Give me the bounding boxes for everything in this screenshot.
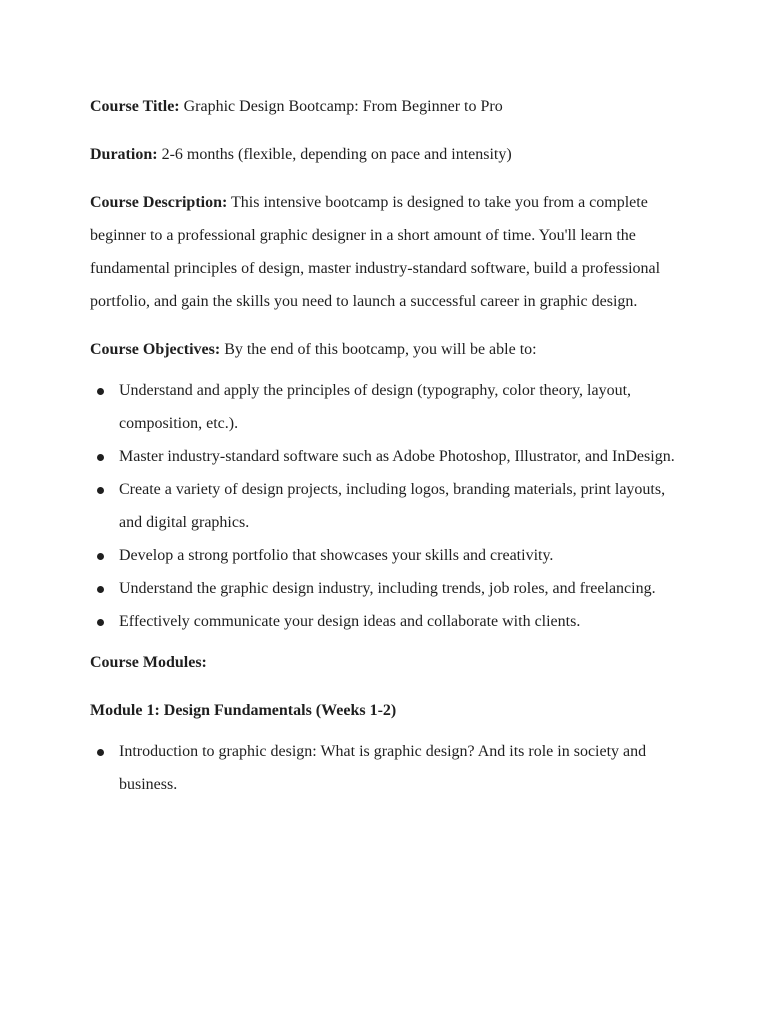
list-item-text: Introduction to graphic design: What is graphic design? And its role in society and business.	[119, 743, 647, 793]
course-title-value: Graphic Design Bootcamp: From Beginner to Pro	[183, 98, 503, 115]
list-item-text: Understand and apply the principles of design (typography, color theory, layout, composition, etc.).	[119, 382, 632, 432]
bullet-icon	[97, 454, 104, 461]
modules-heading: Course Modules:	[90, 654, 207, 671]
list-item	[90, 572, 680, 605]
description-text: This intensive bootcamp is designed to take you from a complete beginner to a professional graphic designer in a short amount of time. You'll learn the fundamental principles of design, master industry-standard software, build a professional portfolio, and gain the skills you need to launch a successful career in graphic design.	[90, 194, 661, 310]
module-1-heading: Module 1: Design Fundamentals (Weeks 1-2)	[90, 702, 397, 719]
module-1-list	[90, 735, 680, 801]
document-page	[90, 90, 680, 809]
objectives-list	[90, 374, 680, 638]
duration-line	[90, 138, 680, 171]
list-item-text: Create a variety of design projects, including logos, branding materials, print layouts, and digital graphics.	[119, 481, 666, 531]
bullet-icon	[97, 553, 104, 560]
list-item	[90, 374, 680, 440]
objectives-line	[90, 333, 680, 366]
description-label: Course Description:	[90, 194, 228, 211]
duration-value: 2-6 months (flexible, depending on pace and intensity)	[161, 146, 512, 163]
bullet-icon	[97, 388, 104, 395]
bullet-icon	[97, 619, 104, 626]
list-item	[90, 473, 680, 539]
objectives-label: Course Objectives:	[90, 341, 221, 358]
list-item-text: Master industry-standard software such as Adobe Photoshop, Illustrator, and InDesign.	[119, 448, 675, 465]
bullet-icon	[97, 749, 104, 756]
list-item-text: Develop a strong portfolio that showcases your skills and creativity.	[119, 547, 554, 564]
list-item	[90, 605, 680, 638]
list-item-text: Understand the graphic design industry, including trends, job roles, and freelancing.	[119, 580, 656, 597]
list-item	[90, 440, 680, 473]
description-paragraph	[90, 186, 680, 318]
bullet-icon	[97, 487, 104, 494]
list-item	[90, 539, 680, 572]
course-title-label: Course Title:	[90, 98, 180, 115]
course-title-line	[90, 90, 680, 123]
duration-label: Duration:	[90, 146, 158, 163]
bullet-icon	[97, 586, 104, 593]
objectives-intro: By the end of this bootcamp, you will be able to:	[224, 341, 537, 358]
list-item-text: Effectively communicate your design ideas and collaborate with clients.	[119, 613, 581, 630]
list-item	[90, 735, 680, 801]
